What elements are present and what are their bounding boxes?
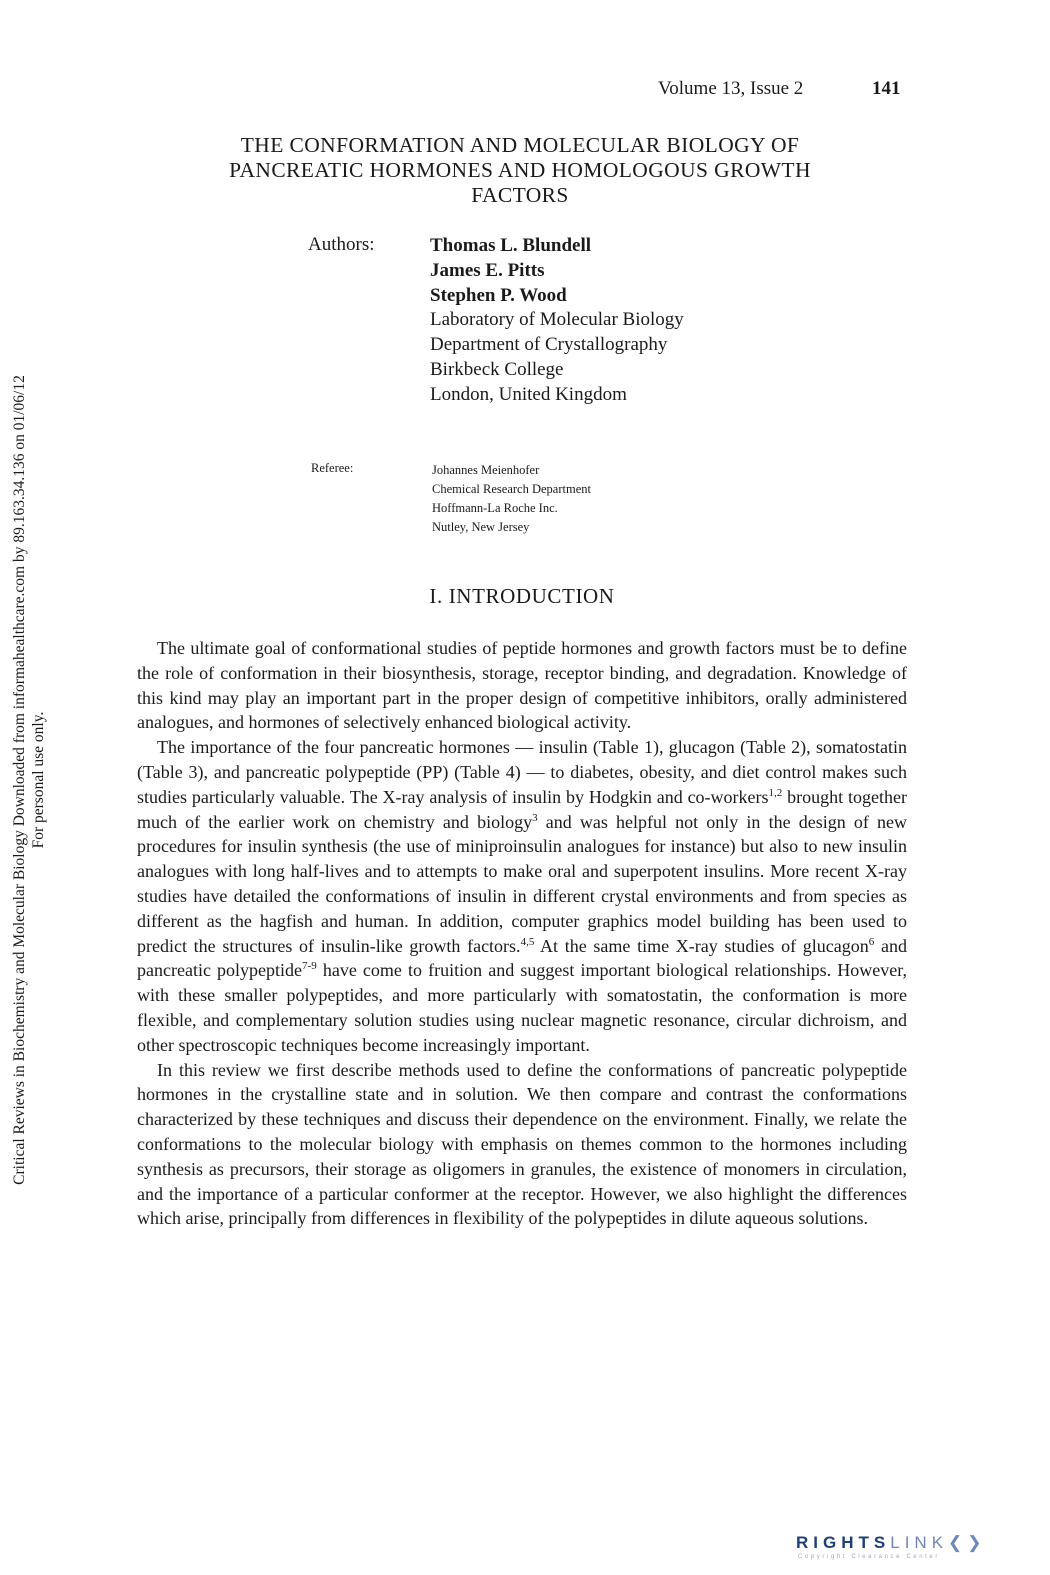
rightslink-wordmark: RIGHTSLINK❮❯ (796, 1533, 987, 1552)
paragraph-3: In this review we first describe methods used to define the conformations of pancreatic polypeptide hormones in the crystalline state and in solution. We then compare and contrast the conformations characterized by these techniques and discuss their dependence on the environment. Finally, we relate the conformations to the molecular biology with emphasis on themes common to the hormones including synthesis as precursors, their storage as oligomers in granules, the existence of monomers in circulation, and the importance of a particular conformer at the receptor. However, we also highlight the differences which arise, principally from differences in flexibility of the polypeptides in dilute aqueous solutions. (137, 1059, 907, 1229)
article-title (120, 133, 920, 208)
affiliation-line: Birkbeck College (430, 358, 564, 380)
p2-text: and pancreatic polypeptide (137, 935, 907, 981)
citation-superscript: 3 (532, 811, 538, 824)
citation-superscript: 1,2 (768, 786, 783, 799)
citation-superscript: 4,5 (520, 935, 535, 948)
paragraph-2 (137, 735, 907, 1057)
author-name: Thomas L. Blundell (430, 235, 592, 256)
page-number: 141 (872, 78, 901, 99)
referee-line: Hoffmann-La Roche Inc. (432, 501, 558, 515)
rightslink-logo[interactable] (796, 1533, 1026, 1567)
citation-superscript: 6 (868, 935, 875, 948)
p2-text: and was helpful not only in the design of new procedures for insulin synthesis (the use of miniproinsulin analogues for instance) but also to new insulin analogues with long half-lives and to attempts to make oral and superpotent insulins. More recent X-ray studies have detailed the conformations of insulin in different crystal environments and from species as different as the hagfish and human. In addition, computer graphics model building has been used to predict the structures of insulin-like growth factors. (137, 811, 907, 956)
referee-line: Johannes Meienhofer (432, 463, 540, 477)
p2-text: have come to fruition and suggest important biological relationships. However, with these smaller polypeptides, and more particularly with somatostatin, the conformation is more flexible, and complementary solution studies using nuclear magnetic resonance, circular dichroism, and other spectroscopic techniques become increasingly important. (137, 960, 907, 1055)
affiliation-line: Department of Crystallography (430, 334, 668, 356)
title-line-2: PANCREATIC HORMONES AND HOMOLOGOUS GROWTH (229, 158, 811, 182)
referee-label: Referee: (311, 461, 354, 475)
body-text (137, 636, 907, 1231)
citation-superscript: 7-9 (302, 960, 317, 973)
title-line-3: FACTORS (471, 183, 569, 207)
volume-issue: Volume 13, Issue 2 (658, 78, 804, 99)
rightslink-tagline: Copyright Clearance Center (798, 1554, 940, 1560)
authors-block (430, 234, 684, 408)
author-name: Stephen P. Wood (430, 284, 567, 306)
paragraph-1: The ultimate goal of conformational studies of peptide hormones and growth factors must be to define the role of conformation in their biosynthesis, storage, receptor binding, and degradation. Knowledge of this kind may play an important part in the proper design of competitive inhibitors, orally administered analogues, and hormones of selectively enhanced biological activity. (137, 638, 907, 733)
affiliation-line: Laboratory of Molecular Biology (430, 309, 684, 331)
p2-text: The importance of the four pancreatic hormones — insulin (Table 1), glucagon (Table 2), somatostatin (Table 3), and pancreatic polypeptide (PP) (Table 4) — to diabetes, obesity, and diet control makes such studies particularly valuable. The X-ray analysis of insulin by Hodgkin and co-workers (137, 737, 907, 807)
authors-label: Authors: (308, 234, 375, 255)
referee-line: Chemical Research Department (432, 482, 591, 496)
watermark-line-1: Critical Reviews in Biochemistry and Molecular Biology Downloaded from informahealthcare.com by 89.163.34.136 on 01/06/12 (11, 375, 28, 1185)
section-heading: I. INTRODUCTION (429, 584, 615, 608)
rightslink-arrow-icon: ❮❯ (948, 1533, 987, 1552)
title-line-1: THE CONFORMATION AND MOLECULAR BIOLOGY OF (240, 133, 800, 157)
affiliation-line: London, United Kingdom (430, 383, 627, 405)
p2-text: brought together much of the earlier work on chemistry and biology (137, 786, 907, 832)
watermark-line-2: For personal use only. (30, 711, 47, 849)
author-name: James E. Pitts (430, 259, 545, 281)
p2-text: At the same time X-ray studies of glucagon (534, 935, 869, 956)
referee-line: Nutley, New Jersey (432, 520, 530, 534)
download-watermark (10, 340, 56, 1220)
referee-block (432, 461, 591, 537)
